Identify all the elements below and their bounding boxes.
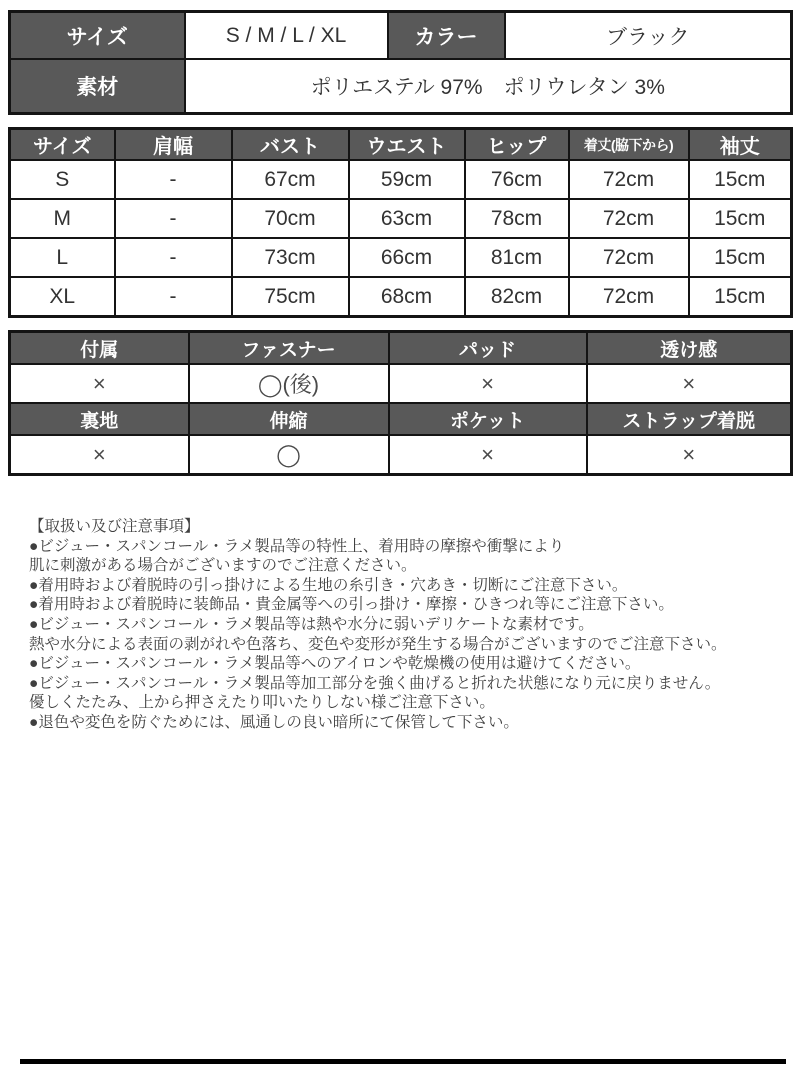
care-note-line: ●着用時および着脱時に装飾品・貴金属等への引っ掛け・摩擦・ひきつれ等にご注意下さい。	[29, 596, 674, 614]
shoulder-cell: -	[115, 277, 232, 317]
care-note-line: ●着用時および着脱時の引っ掛けによる生地の糸引き・穴あき・切断にご注意下さい。	[29, 576, 628, 594]
col-header-size: サイズ	[10, 129, 115, 161]
bottom-divider-bar	[20, 1059, 786, 1064]
care-note-line: ●ビジュー・スパンコール・ラメ製品等加工部分を強く曲げると折れた状態になり元に戻りません。	[29, 674, 721, 692]
hip-cell: 81cm	[465, 238, 569, 277]
bust-cell: 70cm	[232, 199, 349, 238]
size-cell: XL	[10, 277, 115, 317]
size-cell: M	[10, 199, 115, 238]
care-note-line: 優しくたたみ、上から押さえたり叩いたりしない様ご注意下さい。	[29, 694, 495, 712]
col-header-shoulder: 肩幅	[115, 129, 232, 161]
feature-header-stretch: 伸縮	[189, 403, 389, 435]
care-note-line: ●退色や変色を防ぐためには、風通しの良い暗所にて保管して下さい。	[29, 713, 519, 731]
waist-cell: 68cm	[349, 277, 465, 317]
size-value-cell: S / M / L / XL	[185, 12, 388, 60]
feature-value-sheerness: ×	[587, 364, 792, 403]
sleeve-cell: 15cm	[689, 199, 792, 238]
color-value-cell: ブラック	[505, 12, 792, 60]
col-header-bust: バスト	[232, 129, 349, 161]
shoulder-cell: -	[115, 199, 232, 238]
bust-cell: 73cm	[232, 238, 349, 277]
color-label-cell: カラー	[388, 12, 505, 60]
feature-value-fastener: ◯(後)	[189, 364, 389, 403]
size-label-cell: サイズ	[10, 12, 185, 60]
bust-cell: 75cm	[232, 277, 349, 317]
col-header-hip: ヒップ	[465, 129, 569, 161]
sleeve-cell: 15cm	[689, 277, 792, 317]
feature-header-sheerness: 透け感	[587, 332, 792, 365]
length-cell: 72cm	[569, 238, 689, 277]
size-cell: L	[10, 238, 115, 277]
care-notes	[29, 517, 793, 733]
waist-cell: 63cm	[349, 199, 465, 238]
length-cell: 72cm	[569, 199, 689, 238]
table-row-l	[10, 238, 792, 277]
hip-cell: 76cm	[465, 160, 569, 199]
feature-header-pad: パッド	[389, 332, 587, 365]
shoulder-cell: -	[115, 238, 232, 277]
features-table	[8, 330, 793, 476]
bust-cell: 67cm	[232, 160, 349, 199]
feature-header-lining: 裏地	[10, 403, 189, 435]
length-cell: 72cm	[569, 160, 689, 199]
feature-value-lining: ×	[10, 435, 189, 475]
shoulder-cell: -	[115, 160, 232, 199]
size-cell: S	[10, 160, 115, 199]
waist-cell: 66cm	[349, 238, 465, 277]
care-note-line: ●ビジュー・スパンコール・ラメ製品等は熱や水分に弱いデリケートな素材です。	[29, 615, 594, 633]
sleeve-cell: 15cm	[689, 160, 792, 199]
hip-cell: 82cm	[465, 277, 569, 317]
waist-cell: 59cm	[349, 160, 465, 199]
size-color-material-table	[8, 10, 793, 115]
care-note-line: ●ビジュー・スパンコール・ラメ製品等へのアイロンや乾燥機の使用は避けてください。	[29, 655, 641, 673]
length-cell: 72cm	[569, 277, 689, 317]
care-note-line: 熱や水分による表面の剥がれや色落ち、変色や変形が発生する場合がございますのでご注意下さい。	[29, 635, 727, 653]
table-row-xl	[10, 277, 792, 317]
feature-header-strap: ストラップ着脱	[587, 403, 792, 435]
care-note-line: 肌に刺激がある場合がございますのでご注意ください。	[29, 557, 417, 575]
feature-header-accessory: 付属	[10, 332, 189, 365]
table-row-s	[10, 160, 792, 199]
measurements-table	[8, 127, 793, 318]
col-header-sleeve: 袖丈	[689, 129, 792, 161]
col-header-waist: ウエスト	[349, 129, 465, 161]
hip-cell: 78cm	[465, 199, 569, 238]
feature-header-pocket: ポケット	[389, 403, 587, 435]
material-label-cell: 素材	[10, 59, 185, 114]
care-notes-title: 【取扱い及び注意事項】	[29, 518, 200, 535]
feature-value-strap: ×	[587, 435, 792, 475]
material-value-cell: ポリエステル 97% ポリウレタン 3%	[185, 59, 792, 114]
feature-value-stretch: ◯	[189, 435, 389, 475]
care-note-line: ●ビジュー・スパンコール・ラメ製品等の特性上、着用時の摩擦や衝撃により	[29, 537, 565, 555]
table-row-m	[10, 199, 792, 238]
feature-value-pad: ×	[389, 364, 587, 403]
feature-header-fastener: ファスナー	[189, 332, 389, 365]
sleeve-cell: 15cm	[689, 238, 792, 277]
col-header-length: 着丈(脇下から)	[569, 129, 689, 161]
feature-value-accessory: ×	[10, 364, 189, 403]
feature-value-pocket: ×	[389, 435, 587, 475]
